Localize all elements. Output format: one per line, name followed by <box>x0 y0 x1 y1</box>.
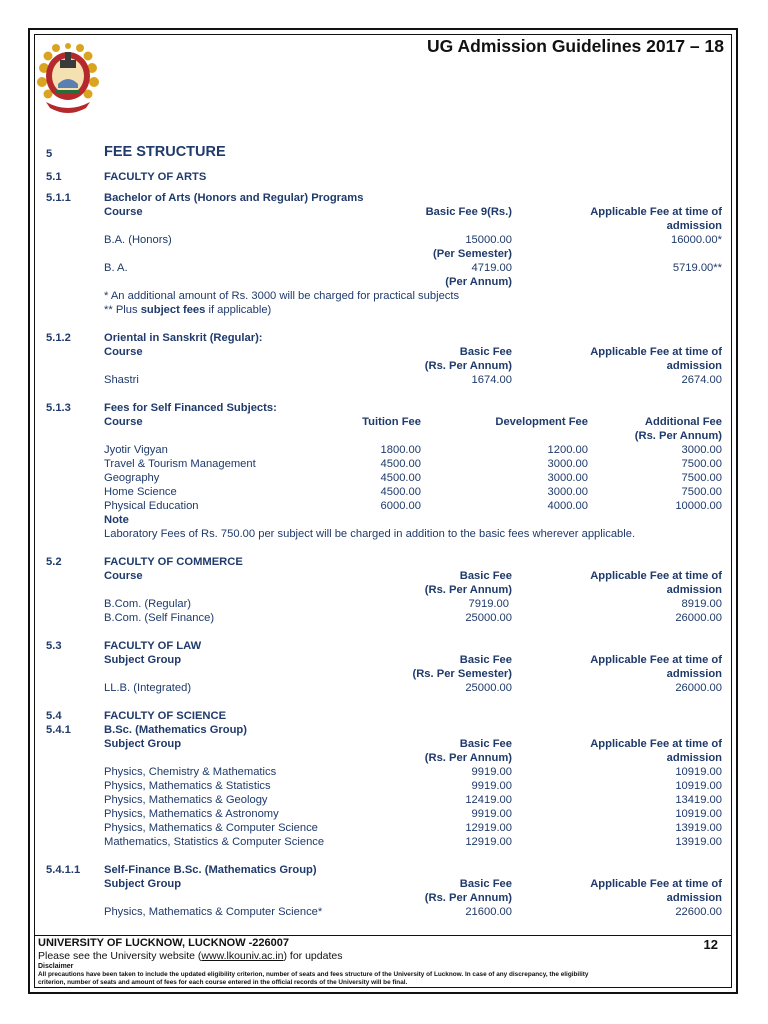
table-cell-applicable-fee: 22600.00 <box>675 906 722 918</box>
subsection-number: 5.4.1.1 <box>46 864 81 876</box>
subsection-title: Fees for Self Financed Subjects: <box>104 402 277 414</box>
subsection-title: FACULTY OF LAW <box>104 640 202 652</box>
column-header-basic-fee: Basic Fee <box>459 570 512 582</box>
table-cell-fee-unit: (Per Annum) <box>445 276 512 288</box>
footer-website-note: Please see the University website (www.lkouniv.ac.in) for updates <box>38 950 343 962</box>
table-cell-applicable-fee: 8919.00 <box>681 598 722 610</box>
column-header-basic-fee: Basic Fee <box>459 878 512 890</box>
table-cell-course: LL.B. (Integrated) <box>104 682 192 694</box>
column-header-subject-group: Subject Group <box>104 878 182 890</box>
table-cell-course: Jyotir Vigyan <box>104 444 168 456</box>
column-header-tuition-fee: Tuition Fee <box>362 416 421 428</box>
table-cell-applicable-fee: 5719.00** <box>672 262 722 274</box>
section-number: 5 <box>46 148 53 160</box>
subsection-number: 5.4 <box>46 710 62 722</box>
table-cell-additional-fee: 10000.00 <box>675 500 722 512</box>
column-header-basic-fee-unit: (Rs. Per Annum) <box>424 584 512 596</box>
column-header-basic-fee: Basic Fee <box>459 654 512 666</box>
table-cell-tuition-fee: 4500.00 <box>380 472 421 484</box>
table-cell-basic-fee: 25000.00 <box>465 612 512 624</box>
table-cell-course: Physics, Mathematics & Astronomy <box>104 808 279 820</box>
column-header-course: Course <box>104 206 143 218</box>
table-cell-course: Physics, Mathematics & Geology <box>104 794 268 806</box>
table-cell-course: Home Science <box>104 486 177 498</box>
table-cell-development-fee: 4000.00 <box>547 500 588 512</box>
column-header-course: Course <box>104 570 143 582</box>
column-header-basic-fee-unit: (Rs. Per Annum) <box>424 752 512 764</box>
table-cell-course: B.Com. (Regular) <box>104 598 192 610</box>
column-header-applicable-fee: Applicable Fee at time of <box>590 878 722 890</box>
column-header-basic-fee: Basic Fee <box>459 346 512 358</box>
table-cell-applicable-fee: 13919.00 <box>675 836 722 848</box>
note-text: Laboratory Fees of Rs. 750.00 per subject will be charged in addition to the basic fees wherever applicable. <box>104 528 636 540</box>
table-cell-applicable-fee: 10919.00 <box>675 766 722 778</box>
column-header-course: Course <box>104 416 143 428</box>
table-cell-applicable-fee: 13419.00 <box>675 794 722 806</box>
column-header-subject-group: Subject Group <box>104 738 182 750</box>
table-cell-fee-unit: (Per Semester) <box>433 248 512 260</box>
table-cell-applicable-fee: 10919.00 <box>675 780 722 792</box>
column-header-subject-group: Subject Group <box>104 654 182 666</box>
table-cell-development-fee: 1200.00 <box>547 444 588 456</box>
column-header-basic-fee: Basic Fee <box>459 738 512 750</box>
column-header-applicable-fee-2: admission <box>666 220 722 232</box>
table-cell-course: Physics, Chemistry & Mathematics <box>104 766 277 778</box>
table-cell-tuition-fee: 1800.00 <box>380 444 421 456</box>
column-header-applicable-fee: Applicable Fee at time of <box>590 654 722 666</box>
table-cell-applicable-fee: 16000.00* <box>670 234 722 246</box>
subsection-number: 5.1.1 <box>46 192 71 204</box>
column-header-basic-fee-unit: (Rs. Per Annum) <box>424 360 512 372</box>
subsection-number: 5.4.1 <box>46 724 71 736</box>
table-cell-basic-fee: 12919.00 <box>465 822 512 834</box>
table-cell-additional-fee: 3000.00 <box>681 444 722 456</box>
table-cell-additional-fee: 7500.00 <box>681 472 722 484</box>
footer-university: UNIVERSITY OF LUCKNOW, LUCKNOW -226007 <box>38 937 289 949</box>
table-cell-tuition-fee: 4500.00 <box>380 458 421 470</box>
column-header-course: Course <box>104 346 143 358</box>
university-seal-icon <box>36 38 100 118</box>
column-header-applicable-fee-2: admission <box>666 892 722 904</box>
table-cell-applicable-fee: 2674.00 <box>681 374 722 386</box>
table-cell-applicable-fee: 26000.00 <box>675 612 722 624</box>
subsection-number: 5.3 <box>46 640 62 652</box>
table-cell-applicable-fee: 26000.00 <box>675 682 722 694</box>
table-cell-basic-fee: 4719.00 <box>471 262 512 274</box>
column-header-basic-fee: Basic Fee 9(Rs.) <box>425 206 512 218</box>
subsection-number: 5.1 <box>46 171 62 183</box>
table-cell-additional-fee: 7500.00 <box>681 486 722 498</box>
subsection-title: B.Sc. (Mathematics Group) <box>104 724 247 736</box>
column-header-applicable-fee: Applicable Fee at time of <box>590 738 722 750</box>
subsection-number: 5.1.3 <box>46 402 71 414</box>
note-label: Note <box>104 514 129 526</box>
table-cell-basic-fee: 9919.00 <box>471 766 512 778</box>
subsection-title: Self-Finance B.Sc. (Mathematics Group) <box>104 864 317 876</box>
table-cell-basic-fee: 12419.00 <box>465 794 512 806</box>
subsection-title: Oriental in Sanskrit (Regular): <box>104 332 263 344</box>
table-cell-tuition-fee: 6000.00 <box>380 500 421 512</box>
column-header-applicable-fee: Applicable Fee at time of <box>590 206 722 218</box>
column-header-applicable-fee-2: admission <box>666 584 722 596</box>
table-cell-basic-fee: 9919.00 <box>471 808 512 820</box>
table-cell-basic-fee: 15000.00 <box>465 234 512 246</box>
table-cell-basic-fee: 9919.00 <box>471 780 512 792</box>
table-cell-development-fee: 3000.00 <box>547 486 588 498</box>
column-header-development-fee: Development Fee <box>495 416 588 428</box>
column-header-additional-fee-unit: (Rs. Per Annum) <box>634 430 722 442</box>
table-cell-basic-fee: 21600.00 <box>465 906 512 918</box>
table-cell-development-fee: 3000.00 <box>547 458 588 470</box>
footnote: ** Plus subject fees if applicable) <box>104 304 272 316</box>
subsection-number: 5.1.2 <box>46 332 71 344</box>
page-title: UG Admission Guidelines 2017 – 18 <box>427 36 724 56</box>
subsection-title: Bachelor of Arts (Honors and Regular) Programs <box>104 192 364 204</box>
table-cell-additional-fee: 7500.00 <box>681 458 722 470</box>
subsection-title: FACULTY OF SCIENCE <box>104 710 227 722</box>
subsection-number: 5.2 <box>46 556 62 568</box>
page-number: 12 <box>703 937 718 952</box>
table-cell-development-fee: 3000.00 <box>547 472 588 484</box>
table-cell-course: Shastri <box>104 374 139 386</box>
column-header-basic-fee-unit: (Rs. Per Semester) <box>412 668 512 680</box>
table-cell-basic-fee: 1674.00 <box>471 374 512 386</box>
table-cell-applicable-fee: 13919.00 <box>675 822 722 834</box>
disclaimer-text: All precautions have been taken to include the updated eligibility criterion, number of seats and fees structure of the University of Lucknow. In case of any discrepancy, the eligibility <box>38 971 589 978</box>
disclaimer-text: criterion, number of seats and amount of fees for each course entered in the official records of the University will be final. <box>38 979 408 986</box>
subsection-title: FACULTY OF COMMERCE <box>104 556 243 568</box>
table-cell-course: Travel & Tourism Management <box>104 458 256 470</box>
footnote: * An additional amount of Rs. 3000 will be charged for practical subjects <box>104 290 460 302</box>
table-cell-course: B. A. <box>104 262 128 274</box>
column-header-additional-fee: Additional Fee <box>644 416 722 428</box>
column-header-applicable-fee: Applicable Fee at time of <box>590 570 722 582</box>
table-cell-course: Geography <box>104 472 160 484</box>
column-header-applicable-fee-2: admission <box>666 360 722 372</box>
disclaimer-label: Disclaimer <box>38 963 74 970</box>
table-cell-tuition-fee: 4500.00 <box>380 486 421 498</box>
table-cell-basic-fee: 25000.00 <box>465 682 512 694</box>
column-header-applicable-fee-2: admission <box>666 752 722 764</box>
table-cell-course: B.Com. (Self Finance) <box>104 612 215 624</box>
column-header-basic-fee-unit: (Rs. Per Annum) <box>424 892 512 904</box>
footer-divider <box>34 935 732 936</box>
table-cell-course: Physical Education <box>104 500 199 512</box>
table-cell-course: Physics, Mathematics & Computer Science* <box>104 906 323 918</box>
table-cell-course: B.A. (Honors) <box>104 234 172 246</box>
table-cell-course: Mathematics, Statistics & Computer Science <box>104 836 325 848</box>
table-cell-applicable-fee: 10919.00 <box>675 808 722 820</box>
table-cell-basic-fee: 7919.00 <box>468 598 509 610</box>
column-header-applicable-fee: Applicable Fee at time of <box>590 346 722 358</box>
column-header-applicable-fee-2: admission <box>666 668 722 680</box>
table-cell-basic-fee: 12919.00 <box>465 836 512 848</box>
table-cell-course: Physics, Mathematics & Computer Science <box>104 822 318 834</box>
table-cell-course: Physics, Mathematics & Statistics <box>104 780 271 792</box>
subsection-title: FACULTY OF ARTS <box>104 171 207 183</box>
website-link[interactable]: www.lkouniv.ac.in <box>201 950 284 962</box>
section-title: FEE STRUCTURE <box>104 144 226 160</box>
